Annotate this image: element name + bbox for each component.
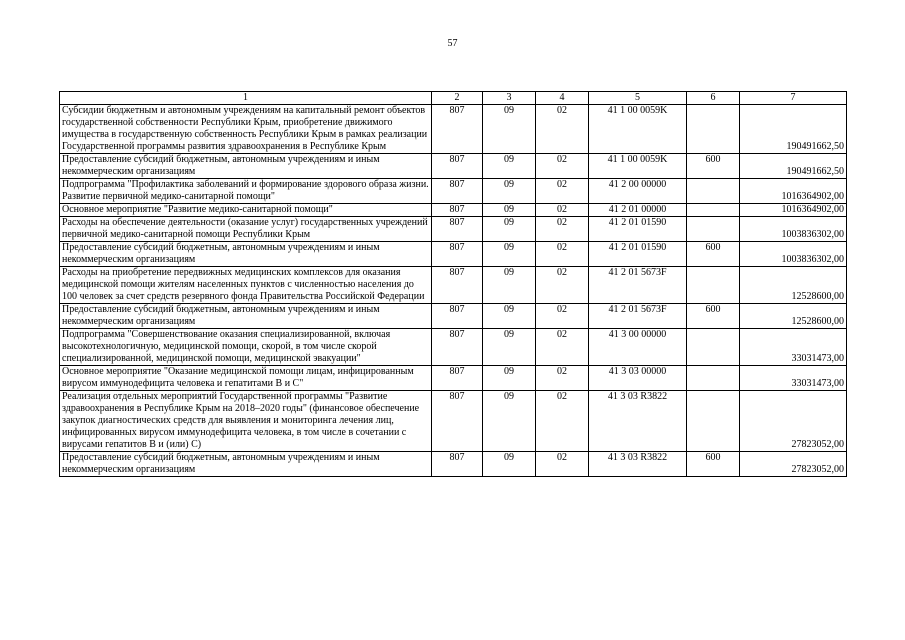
row-ministry-code: 807 <box>432 204 483 217</box>
row-expense-type-code <box>687 329 740 366</box>
row-expense-type-code <box>687 217 740 242</box>
row-subsection-code: 02 <box>536 366 589 391</box>
row-target-code: 41 2 01 00000 <box>589 204 687 217</box>
row-ministry-code: 807 <box>432 105 483 154</box>
row-expense-type-code: 600 <box>687 304 740 329</box>
row-target-code: 41 3 03 R3822 <box>589 452 687 477</box>
row-ministry-code: 807 <box>432 217 483 242</box>
row-subsection-code: 02 <box>536 267 589 304</box>
table-row <box>60 204 847 217</box>
row-description: Предоставление субсидий бюджетным, автономным учреждениям и иным некоммерческим организациям <box>60 242 432 267</box>
row-section-code: 09 <box>483 217 536 242</box>
table-row <box>60 179 847 204</box>
row-target-code: 41 2 01 5673F <box>589 304 687 329</box>
table-row <box>60 105 847 154</box>
row-description: Подпрограмма "Совершенствование оказания специализированной, включая высокотехнологичную, медицинской помощи, скорой, в том числе скорой специализированной, медицинской помощи, медицинской эвакуации" <box>60 329 432 366</box>
row-section-code: 09 <box>483 154 536 179</box>
row-description: Предоставление субсидий бюджетным, автономным учреждениям и иным некоммерческим организациям <box>60 154 432 179</box>
row-subsection-code: 02 <box>536 154 589 179</box>
row-amount: 1016364902,00 <box>740 204 847 217</box>
row-description: Подпрограмма "Профилактика заболеваний и формирование здорового образа жизни. Развитие первичной медико-санитарной помощи" <box>60 179 432 204</box>
row-amount: 33031473,00 <box>740 329 847 366</box>
row-amount: 12528600,00 <box>740 304 847 329</box>
row-ministry-code: 807 <box>432 179 483 204</box>
row-target-code: 41 1 00 0059K <box>589 105 687 154</box>
row-ministry-code: 807 <box>432 242 483 267</box>
row-section-code: 09 <box>483 304 536 329</box>
row-subsection-code: 02 <box>536 105 589 154</box>
row-description: Предоставление субсидий бюджетным, автономным учреждениям и иным некоммерческим организациям <box>60 452 432 477</box>
row-ministry-code: 807 <box>432 304 483 329</box>
table-row <box>60 452 847 477</box>
table-row <box>60 329 847 366</box>
row-amount: 190491662,50 <box>740 154 847 179</box>
row-section-code: 09 <box>483 391 536 452</box>
row-target-code: 41 2 01 01590 <box>589 242 687 267</box>
row-target-code: 41 2 00 00000 <box>589 179 687 204</box>
row-target-code: 41 3 03 00000 <box>589 366 687 391</box>
budget-table <box>59 91 847 477</box>
row-description: Основное мероприятие "Оказание медицинской помощи лицам, инфицированным вирусом иммунодефицита человека и гепатитами В и С" <box>60 366 432 391</box>
row-description: Реализация отдельных мероприятий Государственной программы "Развитие здравоохранения в Республике Крым на 2018–2020 годы" (финансовое обеспечение закупок диагностических средств для выявления и мониторинга лечения лиц, инфицированных вирусом иммунодефицита человека, в том числе в сочетании с вирусами гепатитов В и (или) С) <box>60 391 432 452</box>
row-section-code: 09 <box>483 242 536 267</box>
row-section-code: 09 <box>483 452 536 477</box>
row-expense-type-code: 600 <box>687 452 740 477</box>
row-expense-type-code <box>687 105 740 154</box>
row-subsection-code: 02 <box>536 452 589 477</box>
row-amount: 1016364902,00 <box>740 179 847 204</box>
table-row <box>60 242 847 267</box>
table-row <box>60 267 847 304</box>
row-subsection-code: 02 <box>536 217 589 242</box>
column-header-7: 7 <box>740 92 847 105</box>
table-row <box>60 366 847 391</box>
row-description: Расходы на приобретение передвижных медицинских комплексов для оказания медицинской помощи жителям населенных пунктов с численностью населения до 100 человек за счет средств резервного фонда Правительства Российской Федерации <box>60 267 432 304</box>
row-subsection-code: 02 <box>536 179 589 204</box>
table-body <box>60 92 847 477</box>
column-header-2: 2 <box>432 92 483 105</box>
row-expense-type-code <box>687 204 740 217</box>
row-ministry-code: 807 <box>432 329 483 366</box>
row-expense-type-code: 600 <box>687 242 740 267</box>
table-row <box>60 391 847 452</box>
row-amount: 27823052,00 <box>740 391 847 452</box>
row-amount: 1003836302,00 <box>740 242 847 267</box>
row-expense-type-code <box>687 366 740 391</box>
row-description: Предоставление субсидий бюджетным, автономным учреждениям и иным некоммерческим организациям <box>60 304 432 329</box>
column-number-row <box>60 92 847 105</box>
column-header-3: 3 <box>483 92 536 105</box>
row-subsection-code: 02 <box>536 329 589 366</box>
column-header-5: 5 <box>589 92 687 105</box>
row-ministry-code: 807 <box>432 366 483 391</box>
table-row <box>60 217 847 242</box>
row-amount: 1003836302,00 <box>740 217 847 242</box>
row-subsection-code: 02 <box>536 242 589 267</box>
row-target-code: 41 2 01 5673F <box>589 267 687 304</box>
row-amount: 12528600,00 <box>740 267 847 304</box>
row-target-code: 41 2 01 01590 <box>589 217 687 242</box>
row-target-code: 41 3 00 00000 <box>589 329 687 366</box>
row-ministry-code: 807 <box>432 452 483 477</box>
column-header-1: 1 <box>60 92 432 105</box>
row-description: Основное мероприятие "Развитие медико-санитарной помощи" <box>60 204 432 217</box>
row-ministry-code: 807 <box>432 154 483 179</box>
row-section-code: 09 <box>483 179 536 204</box>
row-amount: 27823052,00 <box>740 452 847 477</box>
row-section-code: 09 <box>483 329 536 366</box>
column-header-4: 4 <box>536 92 589 105</box>
row-amount: 190491662,50 <box>740 105 847 154</box>
row-subsection-code: 02 <box>536 304 589 329</box>
row-ministry-code: 807 <box>432 267 483 304</box>
row-section-code: 09 <box>483 105 536 154</box>
column-header-6: 6 <box>687 92 740 105</box>
row-section-code: 09 <box>483 366 536 391</box>
row-target-code: 41 1 00 0059K <box>589 154 687 179</box>
row-amount: 33031473,00 <box>740 366 847 391</box>
row-description: Расходы на обеспечение деятельности (оказание услуг) государственных учреждений первичной медико-санитарной помощи Республики Крым <box>60 217 432 242</box>
row-subsection-code: 02 <box>536 204 589 217</box>
row-expense-type-code <box>687 179 740 204</box>
row-expense-type-code <box>687 267 740 304</box>
row-expense-type-code: 600 <box>687 154 740 179</box>
row-target-code: 41 3 03 R3822 <box>589 391 687 452</box>
page-number: 57 <box>447 38 458 49</box>
row-section-code: 09 <box>483 204 536 217</box>
row-expense-type-code <box>687 391 740 452</box>
table-row <box>60 304 847 329</box>
table-row <box>60 154 847 179</box>
row-subsection-code: 02 <box>536 391 589 452</box>
row-ministry-code: 807 <box>432 391 483 452</box>
row-section-code: 09 <box>483 267 536 304</box>
row-description: Субсидии бюджетным и автономным учреждениям на капитальный ремонт объектов государственной собственности Республики Крым, приобретение движимого имущества в государственную собственность Республики Крым в рамках реализации Государственной программы развития здравоохранения в Республике Крым <box>60 105 432 154</box>
